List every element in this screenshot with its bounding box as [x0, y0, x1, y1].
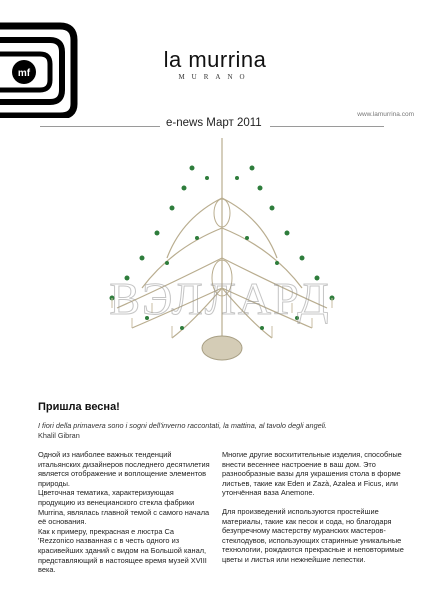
quote-author: Khalil Gibran: [38, 431, 80, 440]
logo-initials: mf: [17, 68, 31, 79]
chandelier-image: [72, 138, 372, 386]
header-divider-right: [270, 126, 384, 127]
issue-label: e-news Март 2011: [166, 117, 262, 129]
brand-block: [150, 48, 280, 81]
right-paragraph-1: Многие другие восхитительные изделия, способные внести весеннее настроение в ваш дом. Это разнообразные вазы для украшения стола в форме листьев, такие как Eden и Zazà, Azalea и Ficus, или утончённая ваза Anemone.: [222, 450, 402, 498]
article-column-right: [222, 450, 414, 574]
la-murrina-logo: [0, 18, 80, 118]
header-divider-left: [40, 126, 160, 127]
website-url[interactable]: www.lamurrina.com: [357, 111, 414, 118]
article-title: Пришла весна!: [38, 401, 120, 413]
left-paragraph-1: Одной из наиболее важных тенденций итальянских дизайнеров последнего десятилетия является отображение и воплощение элементов природы. Цветочная тематика, характеризующая продукцию из венецианского стекла фабрики Murrina, являлась главной темой с самого начала её основания. Как к примеру, прекрасная е люстра Ca 'Rezzonico названная с в честь одного из красивейших зданий с видом на Большой канал, представляющий в настоящее время музей XVIII века.: [38, 450, 210, 575]
article-quote: I fiori della primavera sono i sogni dell'inverno raccontati, la mattina, al tavolo degli angeli.: [38, 421, 327, 430]
brand-name: la murrina: [163, 47, 267, 72]
right-paragraph-2: Для произведений используются простейшие материалы, такие как песок и сода, но благодаря безупречному мастерству муранских мастеров- стеклодувов, использующих старинные уникальные технологии, рождаются прекрасные и неповторимые цветы и листья или нежнейшие лепестки.: [222, 506, 404, 564]
brand-subtitle: MURANO: [178, 73, 252, 81]
article-column-left: [38, 450, 210, 584]
watermark: ВЭЛЛАРД: [109, 273, 331, 324]
